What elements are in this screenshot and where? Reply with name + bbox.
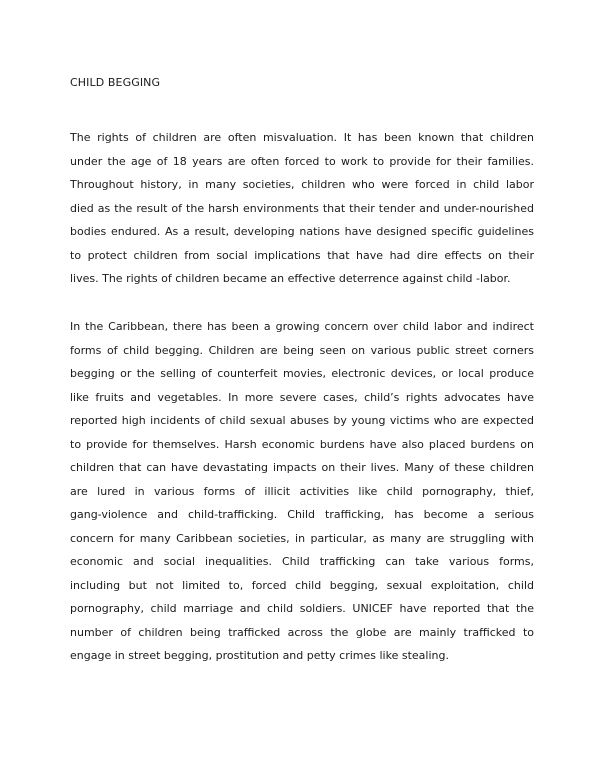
paragraph-line: The rights of children are often misvaluation. It has been known that children xyxy=(70,131,534,144)
paragraph-line: engage in street begging, prostitution and petty crimes like stealing. xyxy=(70,649,449,662)
paragraph-line: Throughout history, in many societies, children who were forced in child labor xyxy=(70,178,534,191)
paragraph-line: number of children being trafficked across the globe are mainly trafficked to xyxy=(70,626,534,639)
paragraph-line: to provide for themselves. Harsh economic burdens have also placed burdens on xyxy=(70,438,534,451)
paragraph-line: like fruits and vegetables. In more severe cases, child’s rights advocates have xyxy=(70,391,534,404)
paragraph-line: forms of child begging. Children are being seen on various public street corners xyxy=(70,344,534,357)
paragraph-line: bodies endured. As a result, developing nations have designed specific guidelines xyxy=(70,225,534,238)
document-title: CHILD BEGGING xyxy=(70,76,161,89)
paragraph-line: to protect children from social implications that have had dire effects on their xyxy=(70,249,534,262)
paragraph-line: died as the result of the harsh environments that their tender and under-nourished xyxy=(70,202,534,215)
paragraph-line: reported high incidents of child sexual abuses by young victims who are expected xyxy=(70,414,534,427)
paragraph-line: gang-violence and child-trafficking. Child trafficking, has become a serious xyxy=(70,508,534,521)
paragraph-line: economic and social inequalities. Child trafficking can take various forms, xyxy=(70,555,534,568)
paragraph-line: pornography, child marriage and child soldiers. UNICEF have reported that the xyxy=(70,602,534,615)
paragraph-line: under the age of 18 years are often forced to work to provide for their families. xyxy=(70,155,534,168)
paragraph-line: In the Caribbean, there has been a growing concern over child labor and indirect xyxy=(70,320,534,333)
paragraph-line: children that can have devastating impacts on their lives. Many of these children xyxy=(70,461,534,474)
paragraph-line: lives. The rights of children became an effective deterrence against child -labor. xyxy=(70,272,511,285)
paragraph-line: including but not limited to, forced child begging, sexual exploitation, child xyxy=(70,579,534,592)
paragraph-line: are lured in various forms of illicit activities like child pornography, thief, xyxy=(70,485,534,498)
paragraph-line: concern for many Caribbean societies, in particular, as many are struggling with xyxy=(70,532,534,545)
paragraph-line: begging or the selling of counterfeit movies, electronic devices, or local produce xyxy=(70,367,534,380)
